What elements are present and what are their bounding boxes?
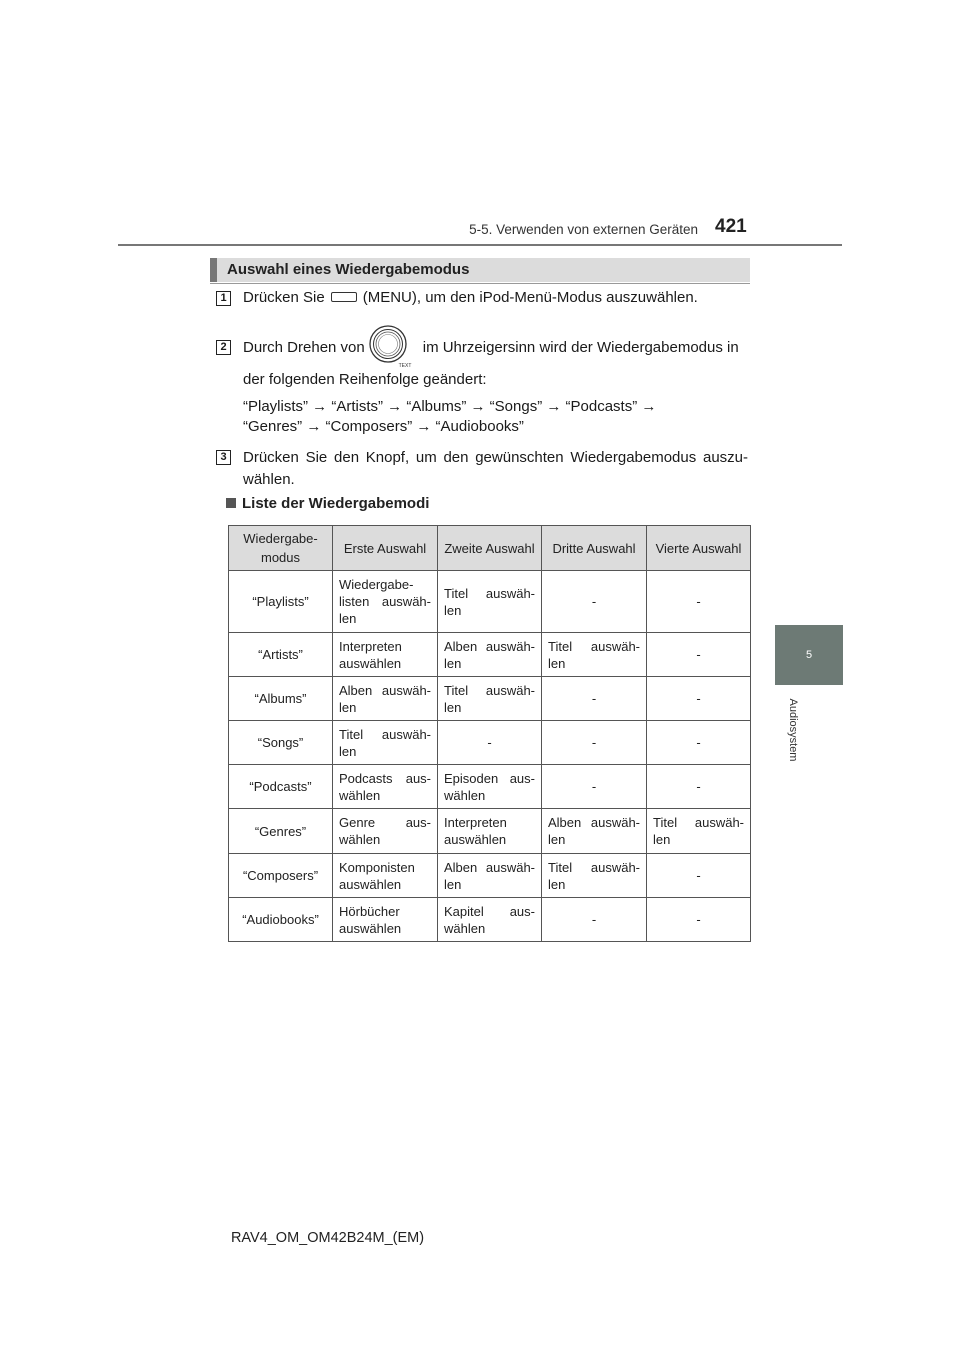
table-row [229, 854, 751, 898]
mode-sequence-line2: “Genres” → “Composers” → “Audiobooks” [243, 418, 524, 435]
header-third: Dritte Auswahl [542, 526, 647, 571]
table-cell: “Songs” [229, 721, 333, 765]
table-row [229, 898, 751, 942]
playback-modes-table [228, 525, 751, 942]
table-row [229, 633, 751, 677]
table-cell: Episoden aus-wählen [438, 765, 542, 809]
table-cell: - [647, 677, 751, 721]
table-cell: - [647, 721, 751, 765]
table-cell: - [542, 571, 647, 633]
table-cell: Hörbücher auswählen [333, 898, 438, 942]
tune-knob-icon [368, 324, 412, 368]
step-badge-2: 2 [216, 340, 231, 355]
header-second: Zweite Auswahl [438, 526, 542, 571]
step-1-text [243, 287, 748, 309]
table-row [229, 721, 751, 765]
document-code: RAV4_OM_OM42B24M_(EM) [230, 1230, 425, 1246]
table-cell: “Podcasts” [229, 765, 333, 809]
chapter-section-title: 5-5. Verwenden von externen Geräten [469, 222, 698, 237]
step-1-text-after: (MENU), um den iPod-Menü-Modus auszuwählen. [362, 289, 698, 306]
table-cell: Alben auswäh-len [542, 809, 647, 854]
table-cell: - [647, 765, 751, 809]
table-cell: Titel auswäh-len [542, 854, 647, 898]
table-cell: Titel auswäh-len [647, 809, 751, 854]
table-cell: - [647, 633, 751, 677]
table-cell: - [438, 721, 542, 765]
header-divider [118, 244, 842, 246]
header-fourth: Vierte Auswahl [647, 526, 751, 571]
table-cell: Alben auswäh-len [438, 633, 542, 677]
bullet-square-icon [226, 498, 236, 508]
menu-button-icon [331, 292, 357, 302]
knob-caption: TEXT [398, 363, 412, 368]
table-cell: “Albums” [229, 677, 333, 721]
table-cell: - [542, 721, 647, 765]
table-cell: Interpreten auswählen [438, 809, 542, 854]
table-cell: - [542, 898, 647, 942]
page-number: 421 [715, 216, 747, 237]
chapter-number: 5 [805, 649, 813, 661]
table-header-row [229, 526, 751, 571]
list-heading [226, 495, 429, 512]
step-3-text: Drücken Sie den Knopf, um den gewünschten Wiedergabemodus auszu-wählen. [243, 449, 748, 488]
step-2-line2: der folgenden Reihenfolge geändert: [243, 371, 487, 388]
section-divider [210, 283, 750, 284]
table-cell: Komponisten auswählen [333, 854, 438, 898]
table-cell: “Playlists” [229, 571, 333, 633]
step-2-line1 [243, 337, 748, 359]
table-cell: “Composers” [229, 854, 333, 898]
table-cell: “Artists” [229, 633, 333, 677]
chapter-label: Audiosystem [787, 698, 799, 762]
table-row [229, 677, 751, 721]
table-cell: - [647, 898, 751, 942]
table-cell: Alben auswäh-len [333, 677, 438, 721]
table-cell: - [647, 854, 751, 898]
section-title: Auswahl eines Wiedergabemodus [210, 258, 750, 282]
table-row [229, 765, 751, 809]
header-mode: Wiedergabe-modus [229, 526, 333, 571]
step-badge-3: 3 [216, 450, 231, 465]
table-cell: Interpreten auswählen [333, 633, 438, 677]
table-cell: Podcasts aus-wählen [333, 765, 438, 809]
table-cell: Titel auswäh-len [438, 677, 542, 721]
table-cell: Kapitel aus-wählen [438, 898, 542, 942]
table-cell: Genre aus-wählen [333, 809, 438, 854]
step-2-text-after: im Uhrzeigersinn wird der Wiedergabemodus in [422, 339, 739, 356]
table-cell: Titel auswäh-len [333, 721, 438, 765]
table-cell: Titel auswäh-len [542, 633, 647, 677]
table-row [229, 809, 751, 854]
table-row [229, 571, 751, 633]
step-1-text-before: Drücken Sie [243, 289, 325, 306]
table-cell: - [542, 677, 647, 721]
table-cell: “Genres” [229, 809, 333, 854]
step-badge-1: 1 [216, 291, 231, 306]
table-cell: “Audiobooks” [229, 898, 333, 942]
table-cell: Wiedergabe-listen auswäh-len [333, 571, 438, 633]
list-heading-text: Liste der Wiedergabemodi [242, 495, 430, 512]
header-first: Erste Auswahl [333, 526, 438, 571]
table-cell: Titel auswäh-len [438, 571, 542, 633]
table-cell: Alben auswäh-len [438, 854, 542, 898]
table-cell: - [542, 765, 647, 809]
step-2-text-before: Durch Drehen von [243, 339, 365, 356]
table-cell: - [647, 571, 751, 633]
mode-sequence-line1: “Playlists” → “Artists” → “Albums” → “Songs” → “Podcasts” → [243, 398, 657, 415]
